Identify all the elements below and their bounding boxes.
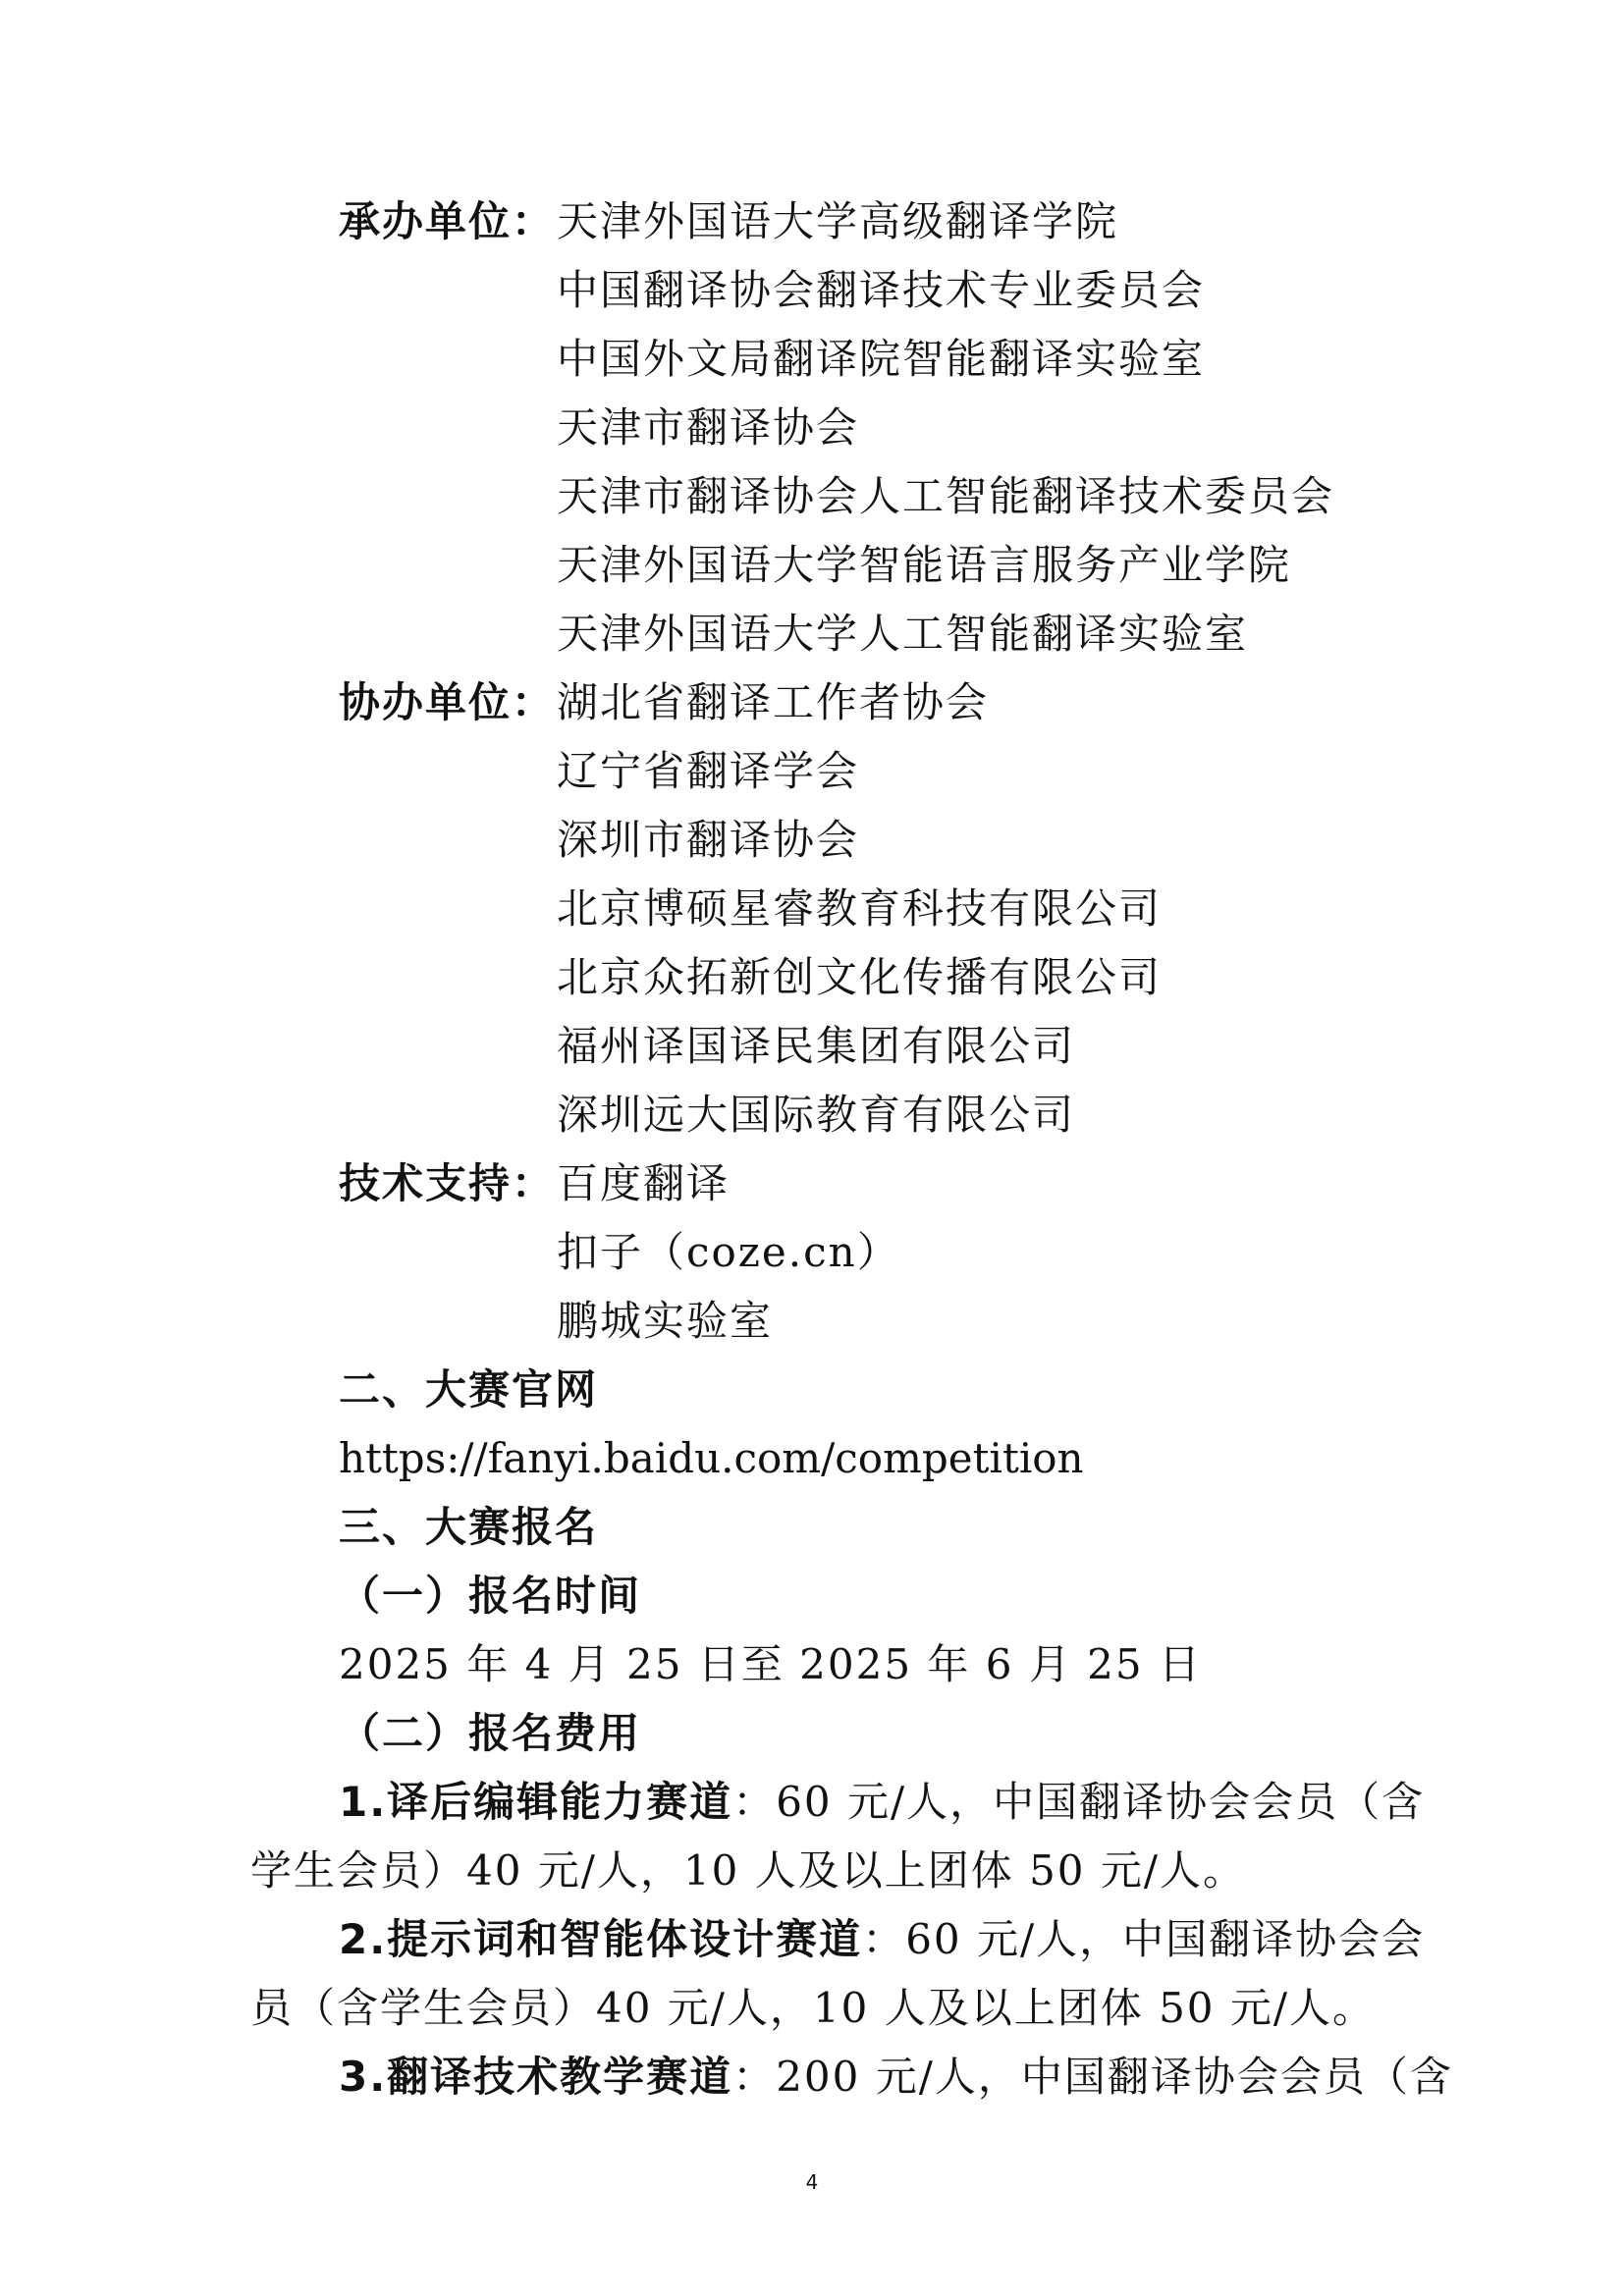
fee-paragraph-1-line-1 (339, 1775, 1425, 1830)
tech-support-label: 技术支持： (339, 1159, 556, 1207)
subheading-registration-time: （一）报名时间 (339, 1572, 642, 1620)
section-heading-website: 二、大赛官网 (339, 1365, 599, 1414)
fee-title-3: 3.翻译技术教学赛道 (339, 2053, 733, 2101)
organizer-item: 天津市翻译协会人工智能翻译技术委员会 (557, 472, 1335, 520)
organizer-item: 天津市翻译协会 (557, 403, 860, 452)
tech-support-item: 百度翻译 (557, 1159, 731, 1207)
organizer-item: 天津外国语大学高级翻译学院 (557, 197, 1119, 245)
organizer-item: 中国外文局翻译院智能翻译实验室 (557, 335, 1206, 383)
organizer-item: 中国翻译协会翻译技术专业委员会 (557, 266, 1206, 314)
co-organizer-item: 北京众拓新创文化传播有限公司 (557, 953, 1163, 1001)
co-organizer-item: 福州译国译民集团有限公司 (557, 1022, 1076, 1070)
fee-title-1: 1.译后编辑能力赛道 (339, 1778, 733, 1826)
competition-url: https://fanyi.baidu.com/competition (339, 1434, 1084, 1482)
fee-title-2: 2.提示词和智能体设计赛道 (339, 1915, 863, 1963)
fee-paragraph-2-line-1 (339, 1912, 1425, 1967)
co-organizer-item: 辽宁省翻译学会 (557, 747, 860, 795)
fee-paragraph-1-line-2: 学生会员）40 元/人，10 人及以上团体 50 元/人。 (250, 1846, 1247, 1895)
co-organizer-item: 湖北省翻译工作者协会 (557, 678, 990, 726)
registration-time-text: 2025 年 4 月 25 日至 2025 年 6 月 25 日 (339, 1640, 1202, 1688)
co-organizer-item: 北京博硕星睿教育科技有限公司 (557, 884, 1163, 933)
co-organizer-item: 深圳远大国际教育有限公司 (557, 1091, 1076, 1139)
subheading-registration-fee: （二）报名费用 (339, 1709, 642, 1757)
fee-detail-3: ：200 元/人，中国翻译协会会员（含 (732, 2053, 1453, 2101)
co-organizer-item: 深圳市翻译协会 (557, 816, 860, 864)
fee-detail-2: ：60 元/人，中国翻译协会会 (862, 1915, 1426, 1963)
tech-support-item: 鹏城实验室 (557, 1297, 774, 1345)
fee-detail-1: ：60 元/人，中国翻译协会会员（含 (732, 1778, 1426, 1826)
fee-paragraph-2-line-2: 员（含学生会员）40 元/人，10 人及以上团体 50 元/人。 (250, 1984, 1377, 2032)
organizer-item: 天津外国语大学人工智能翻译实验室 (557, 610, 1249, 658)
tech-support-item: 扣子（coze.cn） (557, 1228, 900, 1276)
organizer-item: 天津外国语大学智能语言服务产业学院 (557, 541, 1292, 589)
section-heading-registration: 三、大赛报名 (339, 1503, 599, 1551)
fee-paragraph-3-line-1 (339, 2050, 1453, 2105)
organizers-label: 承办单位： (339, 197, 556, 245)
co-organizers-label: 协办单位： (339, 678, 556, 726)
page-number: 4 (805, 2170, 819, 2194)
